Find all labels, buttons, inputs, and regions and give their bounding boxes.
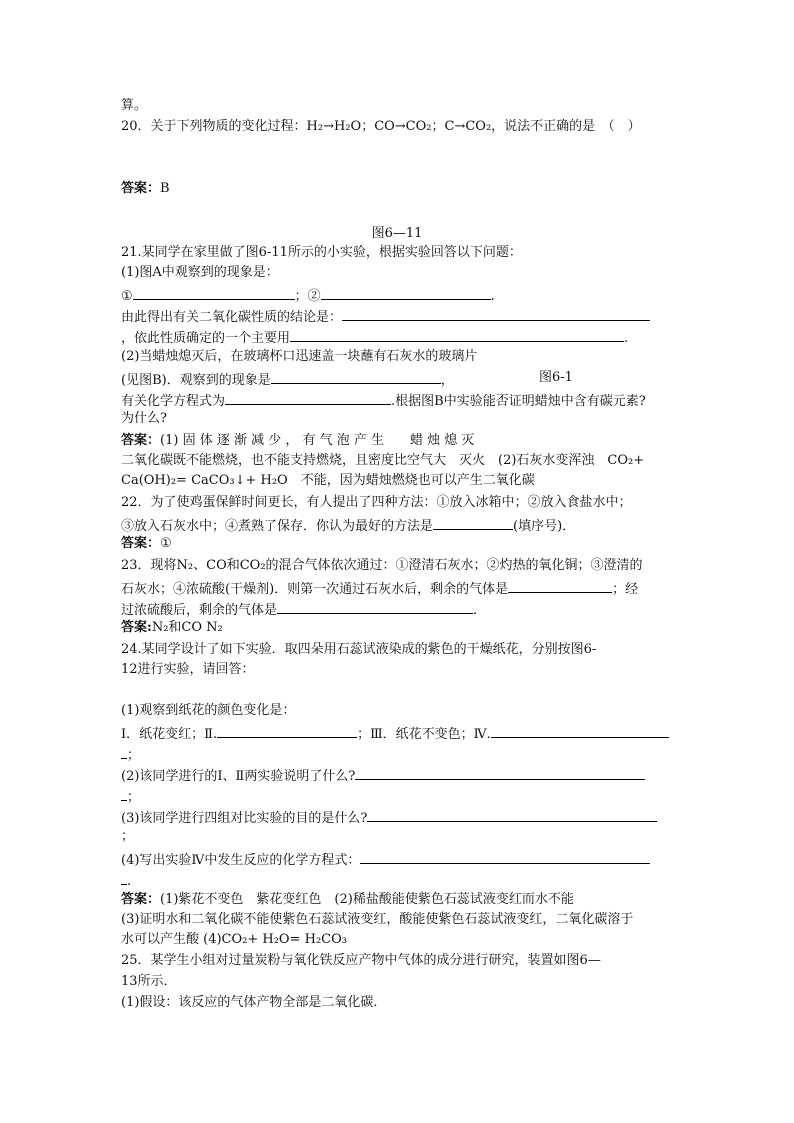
text: (3)该同学进行四组对比实验的目的是什么?: [121, 811, 368, 826]
answer-blank: [277, 599, 473, 614]
question-21-part2: (2)当蜡烛熄灭后，在玻璃杯口迅速盖一块蘸有石灰水的玻璃片: [121, 349, 478, 364]
question-24-part4: [121, 849, 650, 870]
answer-24-line1: [121, 891, 574, 909]
answer-blank: [491, 723, 669, 738]
answer-blank: [133, 285, 295, 300]
answer-24-line2: (3)证明水和二氧化碳不能使紫色石蕊试液变红，酸能使紫色石蕊试液变红，二氧化碳溶于: [121, 912, 634, 927]
text: ；经: [612, 582, 639, 597]
question-24-part3: [121, 807, 657, 828]
question-24: 24.某同学设计了如下实验．取四朵用石蕊试液染成的紫色的干燥纸花，分别按图6-: [121, 642, 597, 657]
answer-text: ①: [160, 536, 172, 551]
question-24-part1-blanks: [121, 723, 669, 744]
text: ，依此性质确定的一个主要用: [121, 331, 291, 346]
question-25-line2: 13所示．: [121, 974, 177, 989]
question-25: 25．某学生小组对过量炭粉与氧化铁反应产物中气体的成分进行研究，装置如图6—: [121, 953, 601, 968]
answer-21-line2: 二氧化碳既不能燃烧，也不能支持燃烧，且密度比空气大 灭火 (2)石灰水变浑浊 CO₂+: [121, 453, 645, 468]
answer-blank: [225, 390, 391, 405]
answer-label: 答案:: [121, 620, 152, 635]
answer-23: [121, 619, 223, 637]
text: .根据图B中实验能否证明蜡烛中含有碳元素?: [391, 394, 646, 409]
text: ；Ⅲ．纸花不变色；Ⅳ.: [357, 727, 491, 742]
text: .: [127, 874, 132, 889]
answer-text: N₂和CO N₂: [151, 620, 223, 635]
question-24-part4-end: [121, 870, 131, 891]
answer-20: [121, 180, 170, 198]
question-23-line3: [121, 599, 477, 620]
question-23: 23．现将N₂、CO和CO₂的混合气体依次通过：①澄清石灰水；②灼热的氧化铜；③澄清的: [121, 558, 643, 573]
text: ③放入石灰水中；④煮熟了保存．你认为最好的方法是: [121, 519, 434, 534]
question-21: 21.某同学在家里做了图6-11所示的小实验，根据实验回答以下问题：: [121, 245, 522, 260]
text: .: [624, 331, 629, 346]
question-25-part1: (1)假设：该反应的气体产物全部是二氧化碳．: [121, 995, 387, 1010]
question-24-part2-end: [121, 786, 140, 807]
question-22-options: [121, 515, 575, 536]
question-21-blanks: [121, 285, 495, 306]
answer-text: B: [160, 181, 170, 196]
answer-label: 答案：: [121, 433, 161, 448]
text-line: 算。: [121, 98, 148, 113]
question-20: 20．关于下列物质的变化过程：H₂→H₂O；CO→CO₂；C→CO₂，说法不正确的是 （ ）: [121, 119, 641, 134]
text: ，: [440, 373, 454, 388]
answer-blank: [342, 306, 650, 321]
question-21-conclusion: [121, 306, 650, 327]
question-21-part1: (1)图A中观察到的现象是：: [121, 265, 279, 280]
answer-blank: [360, 849, 650, 864]
text: (4)写出实验Ⅳ中发生反应的化学方程式：: [121, 853, 361, 868]
answer-21-line3: Ca(OH)₂= CaCO₃↓+ H₂O 不能，因为蜡烛燃烧也可以产生二氧化碳: [121, 473, 535, 488]
question-21-use: [121, 327, 628, 348]
text: 有关化学方程式为: [121, 394, 226, 409]
question-21-why: 为什么?: [121, 411, 167, 426]
text: .: [473, 603, 478, 618]
text: ；②: [294, 289, 321, 304]
answer-blank: [367, 807, 657, 822]
text: 过浓硫酸后，剩余的气体是: [121, 603, 278, 618]
text: (2)该同学进行的Ⅰ、Ⅱ两实验说明了什么?: [121, 769, 356, 784]
text: ；: [127, 748, 141, 763]
question-21-equation: [121, 390, 646, 411]
question-24-line2: 12进行实验，请回答：: [121, 662, 255, 677]
question-21-observation: [121, 369, 454, 390]
answer-label: 答案：: [121, 181, 161, 196]
answer-22: [121, 535, 172, 553]
answer-label: 答案：: [121, 892, 161, 907]
answer-text: (1) 固 体 逐 渐 减 少 ， 有 气 泡 产 生 蜡 烛 熄 灭: [160, 433, 475, 448]
answer-blank: [433, 515, 513, 530]
answer-text: (1)紫花不变色 紫花变红色 (2)稀盐酸能使紫色石蕊试液变红而水不能: [160, 892, 574, 907]
text: ；: [127, 790, 141, 805]
answer-blank: [321, 285, 491, 300]
figure-caption: 图6—11: [371, 226, 423, 241]
question-24-part1: (1)观察到纸花的颜色变化是：: [121, 703, 296, 718]
question-22: 22．为了使鸡蛋保鲜时间更长，有人提出了四种方法：①放入冰箱中；②放入食盐水中；: [121, 495, 632, 510]
question-24-part2: [121, 765, 645, 786]
text: 石灰水；④浓硫酸(干燥剂)．则第一次通过石灰水后，剩余的气体是: [121, 582, 509, 597]
answer-21-line1: [121, 432, 474, 450]
text: 由此得出有关二氧化碳性质的结论是：: [121, 310, 343, 325]
question-24-part3-end: ；: [121, 829, 135, 844]
answer-blank: [217, 723, 357, 738]
text: ①: [121, 289, 133, 304]
answer-blank: [508, 578, 612, 593]
text: Ⅰ．纸花变红；Ⅱ.: [121, 727, 218, 742]
answer-24-line3: 水可以产生酸 (4)CO₂+ H₂O= H₂CO₃: [121, 932, 347, 947]
text: (填序号)．: [513, 519, 576, 534]
answer-label: 答案：: [121, 536, 161, 551]
figure-ref: 图6-1: [539, 370, 573, 385]
answer-blank: [271, 369, 441, 384]
answer-blank: [355, 765, 645, 780]
text: .: [490, 289, 495, 304]
answer-blank: [290, 327, 624, 342]
question-23-line2: [121, 578, 638, 599]
text: (见图B)．观察到的现象是: [121, 373, 271, 388]
question-24-part1-end: [121, 744, 140, 765]
